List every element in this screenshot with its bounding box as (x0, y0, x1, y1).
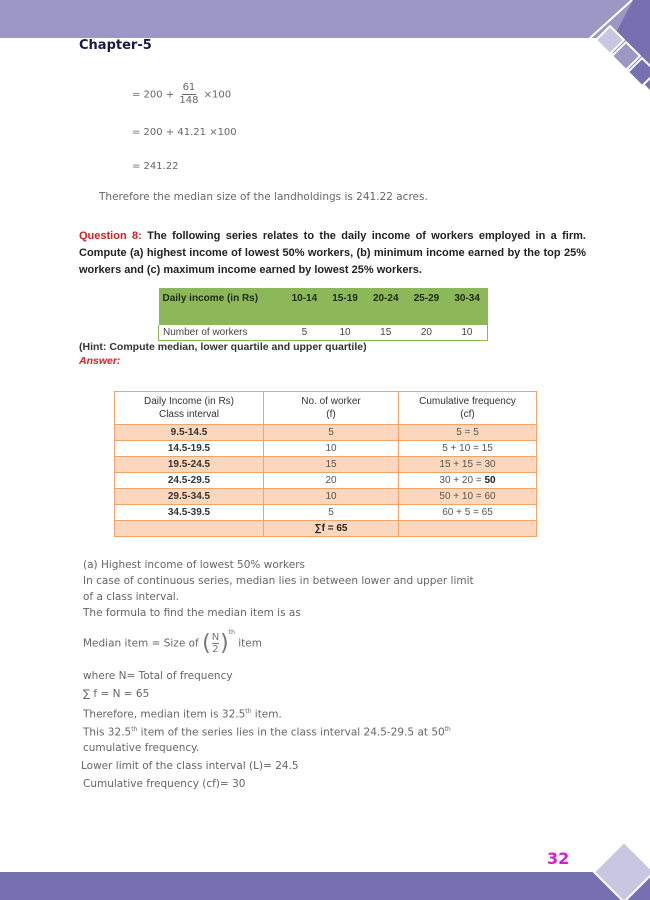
class-interval-cell: 9.5-14.5 (115, 425, 264, 441)
frequency-cell: 20 (264, 473, 399, 489)
frequency-cell: 5 (264, 505, 399, 521)
table-row (115, 425, 537, 441)
value-cell: 20 (406, 325, 447, 341)
table-row (115, 505, 537, 521)
table-row (115, 457, 537, 473)
header-line: (f) (326, 409, 336, 420)
table-row (115, 489, 537, 505)
header-class-interval (115, 392, 264, 425)
header-line: Cumulative frequency (419, 396, 516, 407)
text: This 32.5 (83, 726, 132, 739)
median-conclusion: Therefore the median size of the landholdings is 241.22 acres. (99, 191, 428, 203)
paragraph-line: In case of continuous series, median lies in between lower and upper limit (83, 575, 474, 587)
part-a-title: (a) Highest income of lowest 50% workers (83, 559, 306, 571)
table-row (115, 473, 537, 489)
median-item-line (83, 704, 583, 723)
bottom-footer-band (0, 872, 650, 900)
text: item of the series lies in the class interval 24.5-29.5 at 50 (137, 726, 445, 739)
header-cumulative-frequency (399, 392, 537, 425)
text: Therefore, median item is 32.5 (83, 708, 246, 721)
corner-diamond-decoration-bottom (580, 840, 650, 900)
solution-table (114, 391, 537, 537)
value-cell: 10 (447, 325, 488, 341)
header-cell: 30-34 (447, 288, 488, 325)
cf-cell: 60 + 5 = 65 (399, 505, 537, 521)
header-cell: Daily income (in Rs) (159, 288, 285, 325)
superscript: th (131, 726, 138, 733)
class-interval-cell: 14.5-19.5 (115, 441, 264, 457)
fraction-numerator: 61 (182, 82, 196, 93)
answer-label: Answer: (79, 355, 121, 367)
where-n-line: where N= Total of frequency (83, 670, 233, 682)
superscript: th (245, 708, 252, 715)
cf-cell: 15 + 15 = 30 (399, 457, 537, 473)
class-interval-cell: 34.5-39.5 (115, 505, 264, 521)
frequency-cell: 5 (264, 425, 399, 441)
paragraph-line: cumulative frequency. (83, 742, 200, 754)
cf-cell: 5 = 5 (399, 425, 537, 441)
superscript: th (444, 726, 451, 733)
value-cell: 5 (284, 325, 325, 341)
working-line-1 (132, 82, 231, 107)
cf-expression: 30 + 20 = (439, 475, 485, 486)
lower-limit-line: Lower limit of the class interval (L)= 24.5 (81, 760, 299, 772)
paragraph-line: of a class interval. (83, 591, 180, 603)
hint-text: (Hint: Compute median, lower quartile and upper quartile) (79, 341, 367, 353)
working-prefix: = 200 + (132, 89, 175, 101)
value-cell: 10 (325, 325, 366, 341)
empty-cell (399, 521, 537, 537)
formula-prefix: Median item = Size of (83, 637, 199, 650)
header-cell: 10-14 (284, 288, 325, 325)
solution-table-header-row (115, 392, 537, 425)
class-interval-cell: 29.5-34.5 (115, 489, 264, 505)
cf-cell: 5 + 10 = 15 (399, 441, 537, 457)
header-cell: 25-29 (406, 288, 447, 325)
top-header-band (0, 0, 650, 38)
question-8 (79, 228, 586, 279)
header-line: Daily Income (in Rs) (143, 396, 235, 407)
corner-diamond-decoration-top (560, 0, 650, 110)
empty-cell (115, 521, 264, 537)
chapter-heading: Chapter-5 (79, 38, 152, 53)
value-cell: 15 (365, 325, 406, 341)
frequency-cell: 10 (264, 489, 399, 505)
median-item-formula (83, 629, 583, 656)
given-table-header-row (159, 288, 488, 325)
working-line-3: = 241.22 (132, 161, 179, 172)
given-table-row (159, 325, 488, 341)
page-number: 32 (547, 849, 570, 868)
header-cell: 20-24 (365, 288, 406, 325)
series-location-line (83, 722, 583, 741)
table-row (115, 441, 537, 457)
class-interval-cell: 24.5-29.5 (115, 473, 264, 489)
header-line: No. of worker (301, 396, 361, 407)
question-label: Question 8: (79, 230, 142, 242)
sum-f-line: ∑ f = N = 65 (83, 688, 150, 700)
n-over-2-expression: ( $\frac{N}{2}$ ) (202, 630, 229, 656)
formula-intro: The formula to find the median item is as (83, 607, 301, 619)
fraction (179, 82, 198, 107)
text: item. (251, 708, 282, 721)
working-line-2: = 200 + 41.21 ×100 (132, 127, 237, 138)
total-frequency-cell: ∑f = 65 (264, 521, 399, 537)
formula-numerator: N (211, 632, 220, 643)
header-cell: 15-19 (325, 288, 366, 325)
frequency-cell: 15 (264, 457, 399, 473)
fraction-denominator: 148 (179, 95, 199, 106)
formula-denominator: 2 (212, 644, 219, 655)
question-text: The following series relates to the daily income of workers employed in a firm. Compute (a) highest income of lowest 50% workers, (b) minimum income earned by the top 25% workers and (c) maximum income earned by lowest 25% workers. (79, 230, 586, 276)
header-frequency (264, 392, 399, 425)
superscript: th (228, 629, 235, 636)
table-total-row (115, 521, 537, 537)
row-label-cell: Number of workers (159, 325, 285, 341)
class-interval-cell: 19.5-24.5 (115, 457, 264, 473)
header-line: (cf) (460, 409, 475, 420)
cumulative-frequency-line: Cumulative frequency (cf)= 30 (83, 778, 246, 790)
working-suffix: ×100 (203, 89, 232, 101)
header-line: Class interval (158, 409, 220, 420)
cf-cell: 50 + 10 = 60 (399, 489, 537, 505)
formula-suffix: item (238, 637, 262, 650)
cf-cell (399, 473, 537, 489)
frequency-cell: 10 (264, 441, 399, 457)
cf-highlight: 50 (484, 475, 496, 486)
given-data-table (158, 288, 488, 341)
